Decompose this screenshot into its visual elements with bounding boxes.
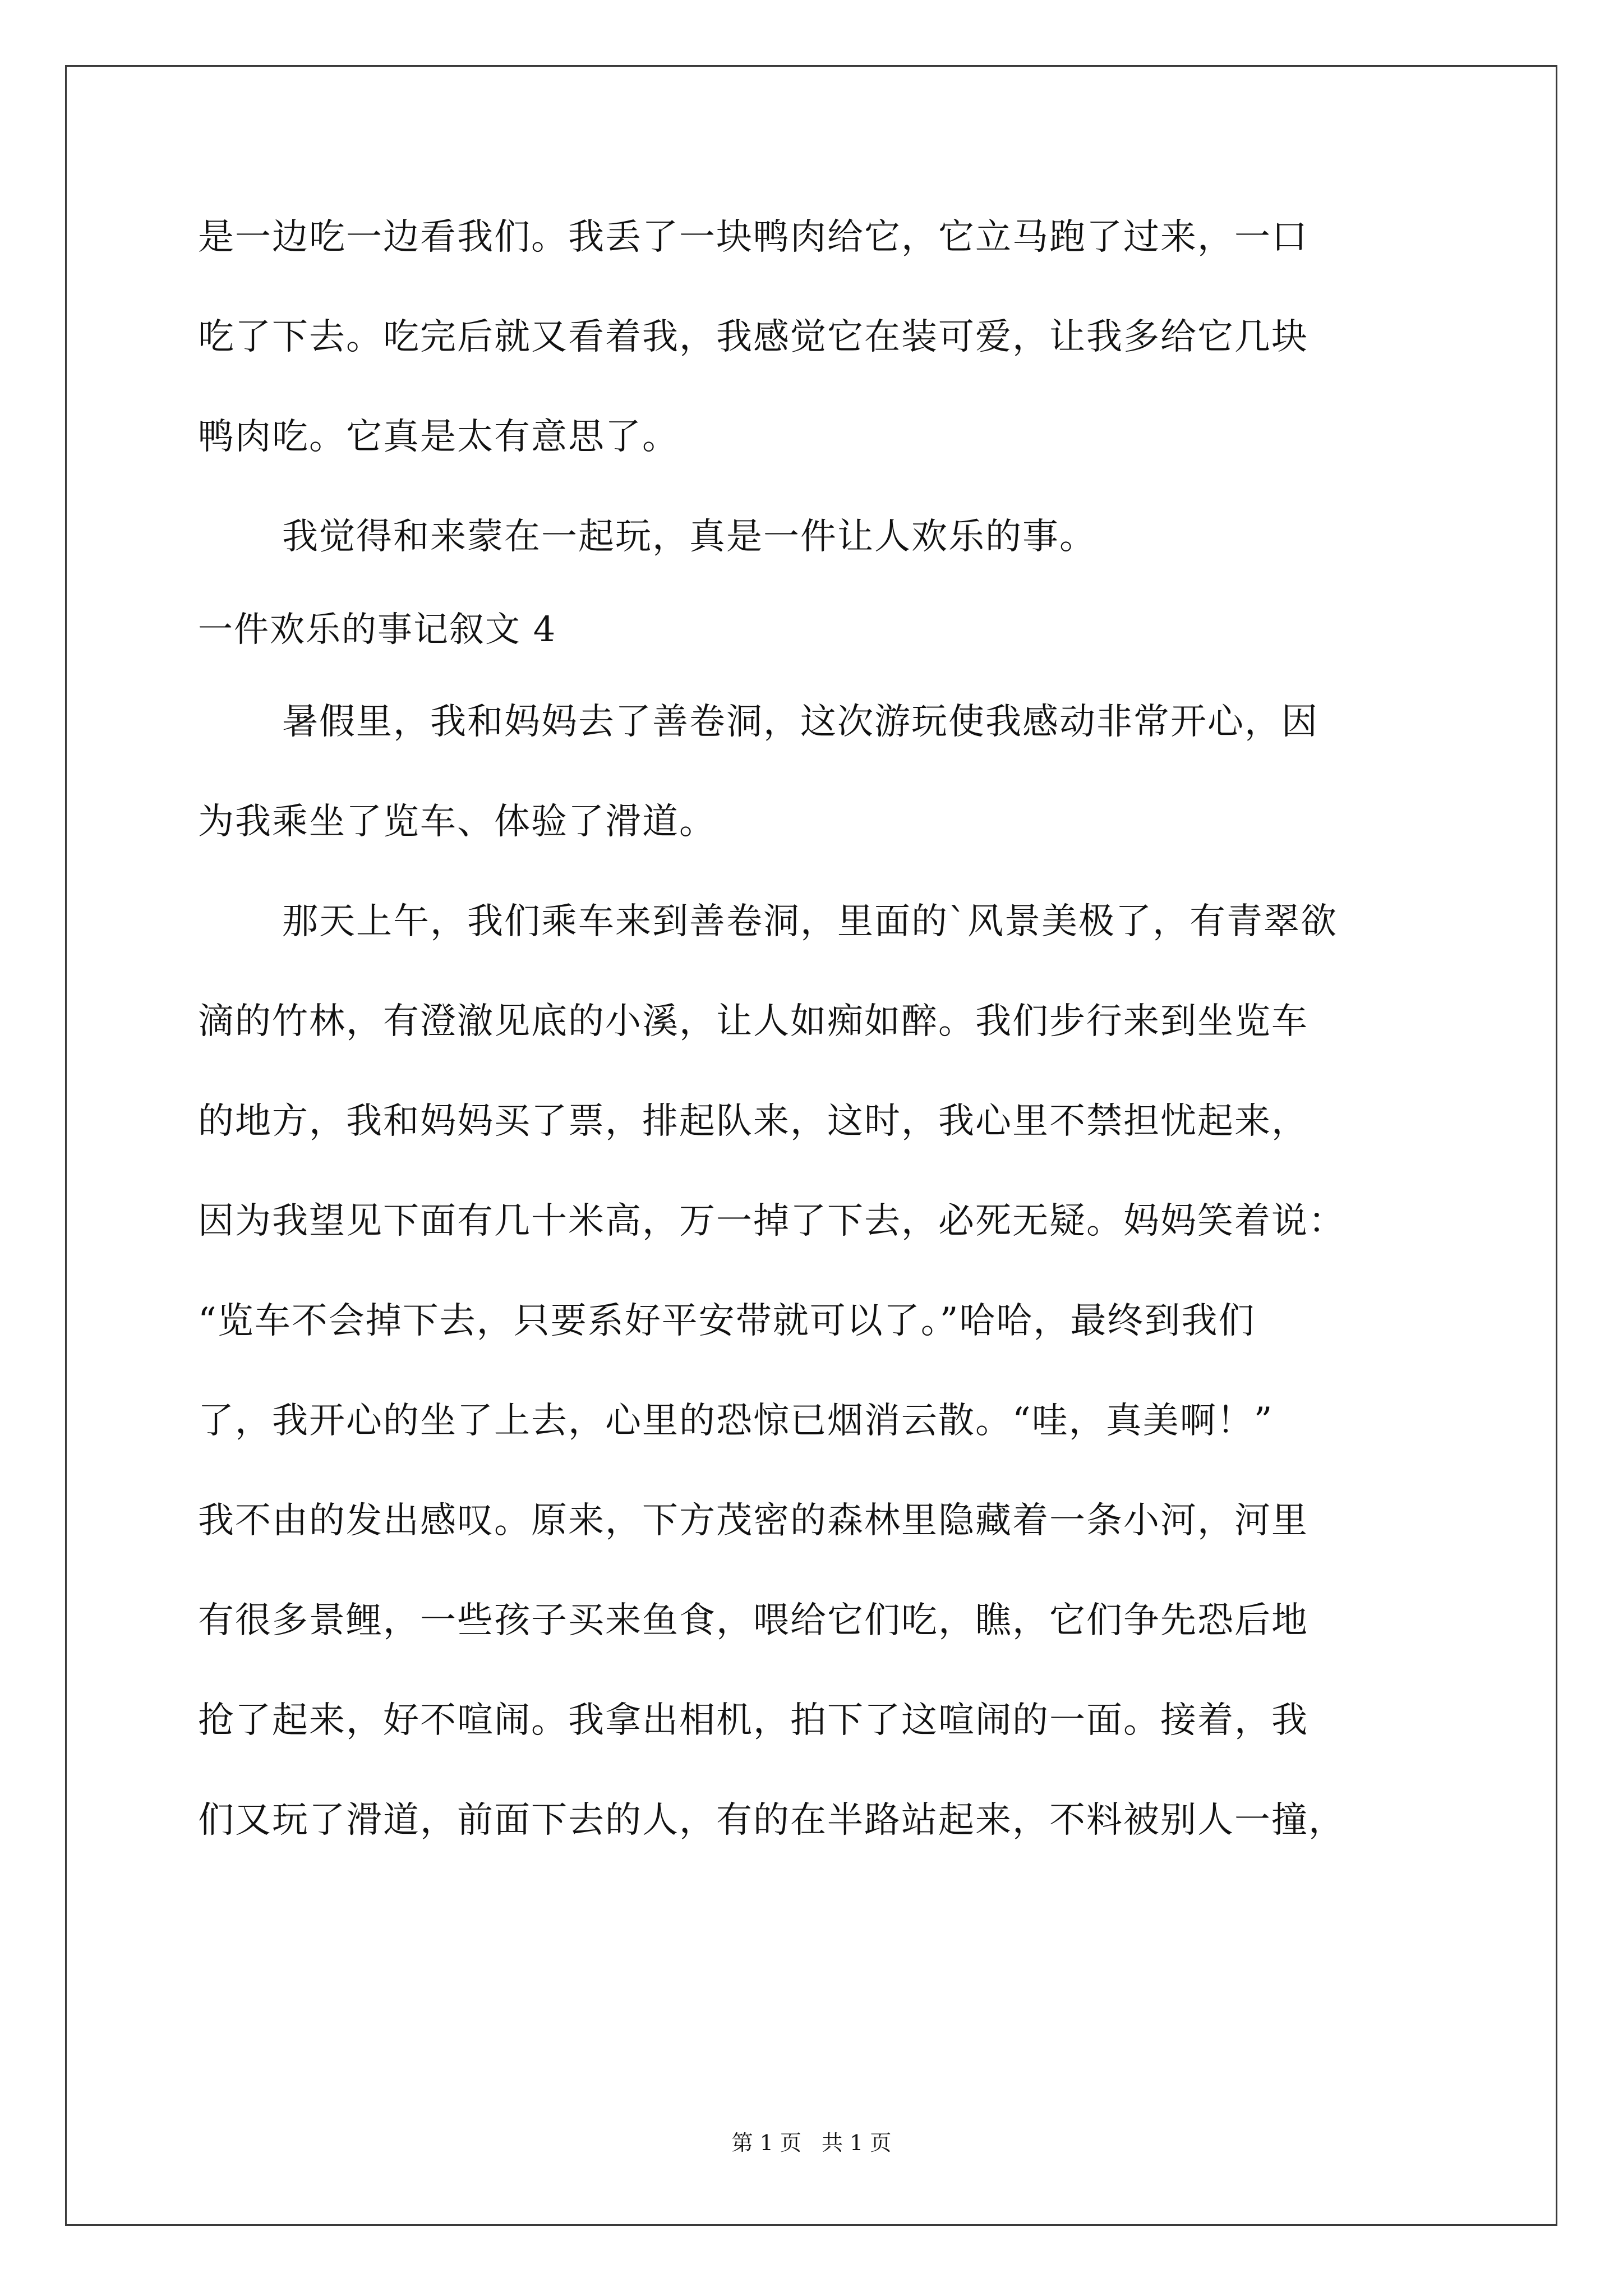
body-line-16: 抢了起来，好不喧闹。我拿出相机，拍下了这喧闹的一面。接着，我 — [198, 1700, 1308, 1741]
body-line-10: 的地方，我和妈妈买了票，排起队来，这时，我心里不禁担忧起来， — [198, 1101, 1308, 1142]
body-line-6: 暑假里，我和妈妈去了善卷洞，这次游玩使我感动非常开心，因 — [282, 701, 1318, 743]
body-line-2: 吃了下去。吃完后就又看着我，我感觉它在装可爱，让我多给它几块 — [198, 316, 1308, 358]
body-line-13: 了，我开心的坐了上去，心里的恐惊已烟消云散。“哇，真美啊！” — [198, 1400, 1274, 1442]
body-line-14: 我不由的发出感叹。原来，下方茂密的森林里隐藏着一条小河，河里 — [198, 1500, 1308, 1542]
body-line-8: 那天上午，我们乘车来到善卷洞，里面的`风景美极了，有青翠欲 — [282, 901, 1338, 942]
section-heading: 一件欢乐的事记叙文 4 — [198, 609, 557, 650]
body-line-4: 我觉得和来蒙在一起玩，真是一件让人欢乐的事。 — [282, 516, 1096, 558]
page-number: 第 1 页 — [731, 2131, 801, 2155]
page-total: 共 1 页 — [822, 2131, 892, 2155]
body-line-9: 滴的竹林，有澄澈见底的小溪，让人如痴如醉。我们步行来到坐览车 — [198, 1001, 1308, 1042]
page-footer — [0, 2126, 1623, 2160]
body-line-1: 是一边吃一边看我们。我丢了一块鸭肉给它，它立马跑了过来，一口 — [198, 217, 1308, 258]
body-line-11: 因为我望见下面有几十米高，万一掉了下去，必死无疑。妈妈笑着说： — [198, 1200, 1345, 1242]
body-line-3: 鸭肉吃。它真是太有意思了。 — [198, 416, 679, 458]
body-line-7: 为我乘坐了览车、体验了滑道。 — [198, 801, 716, 843]
body-line-17: 们又玩了滑道，前面下去的人，有的在半路站起来，不料被别人一撞， — [198, 1800, 1345, 1841]
body-line-15: 有很多景鲤，一些孩子买来鱼食，喂给它们吃，瞧，它们争先恐后地 — [198, 1600, 1308, 1641]
body-line-12: “览车不会掉下去，只要系好平安带就可以了。”哈哈，最终到我们 — [198, 1300, 1256, 1342]
